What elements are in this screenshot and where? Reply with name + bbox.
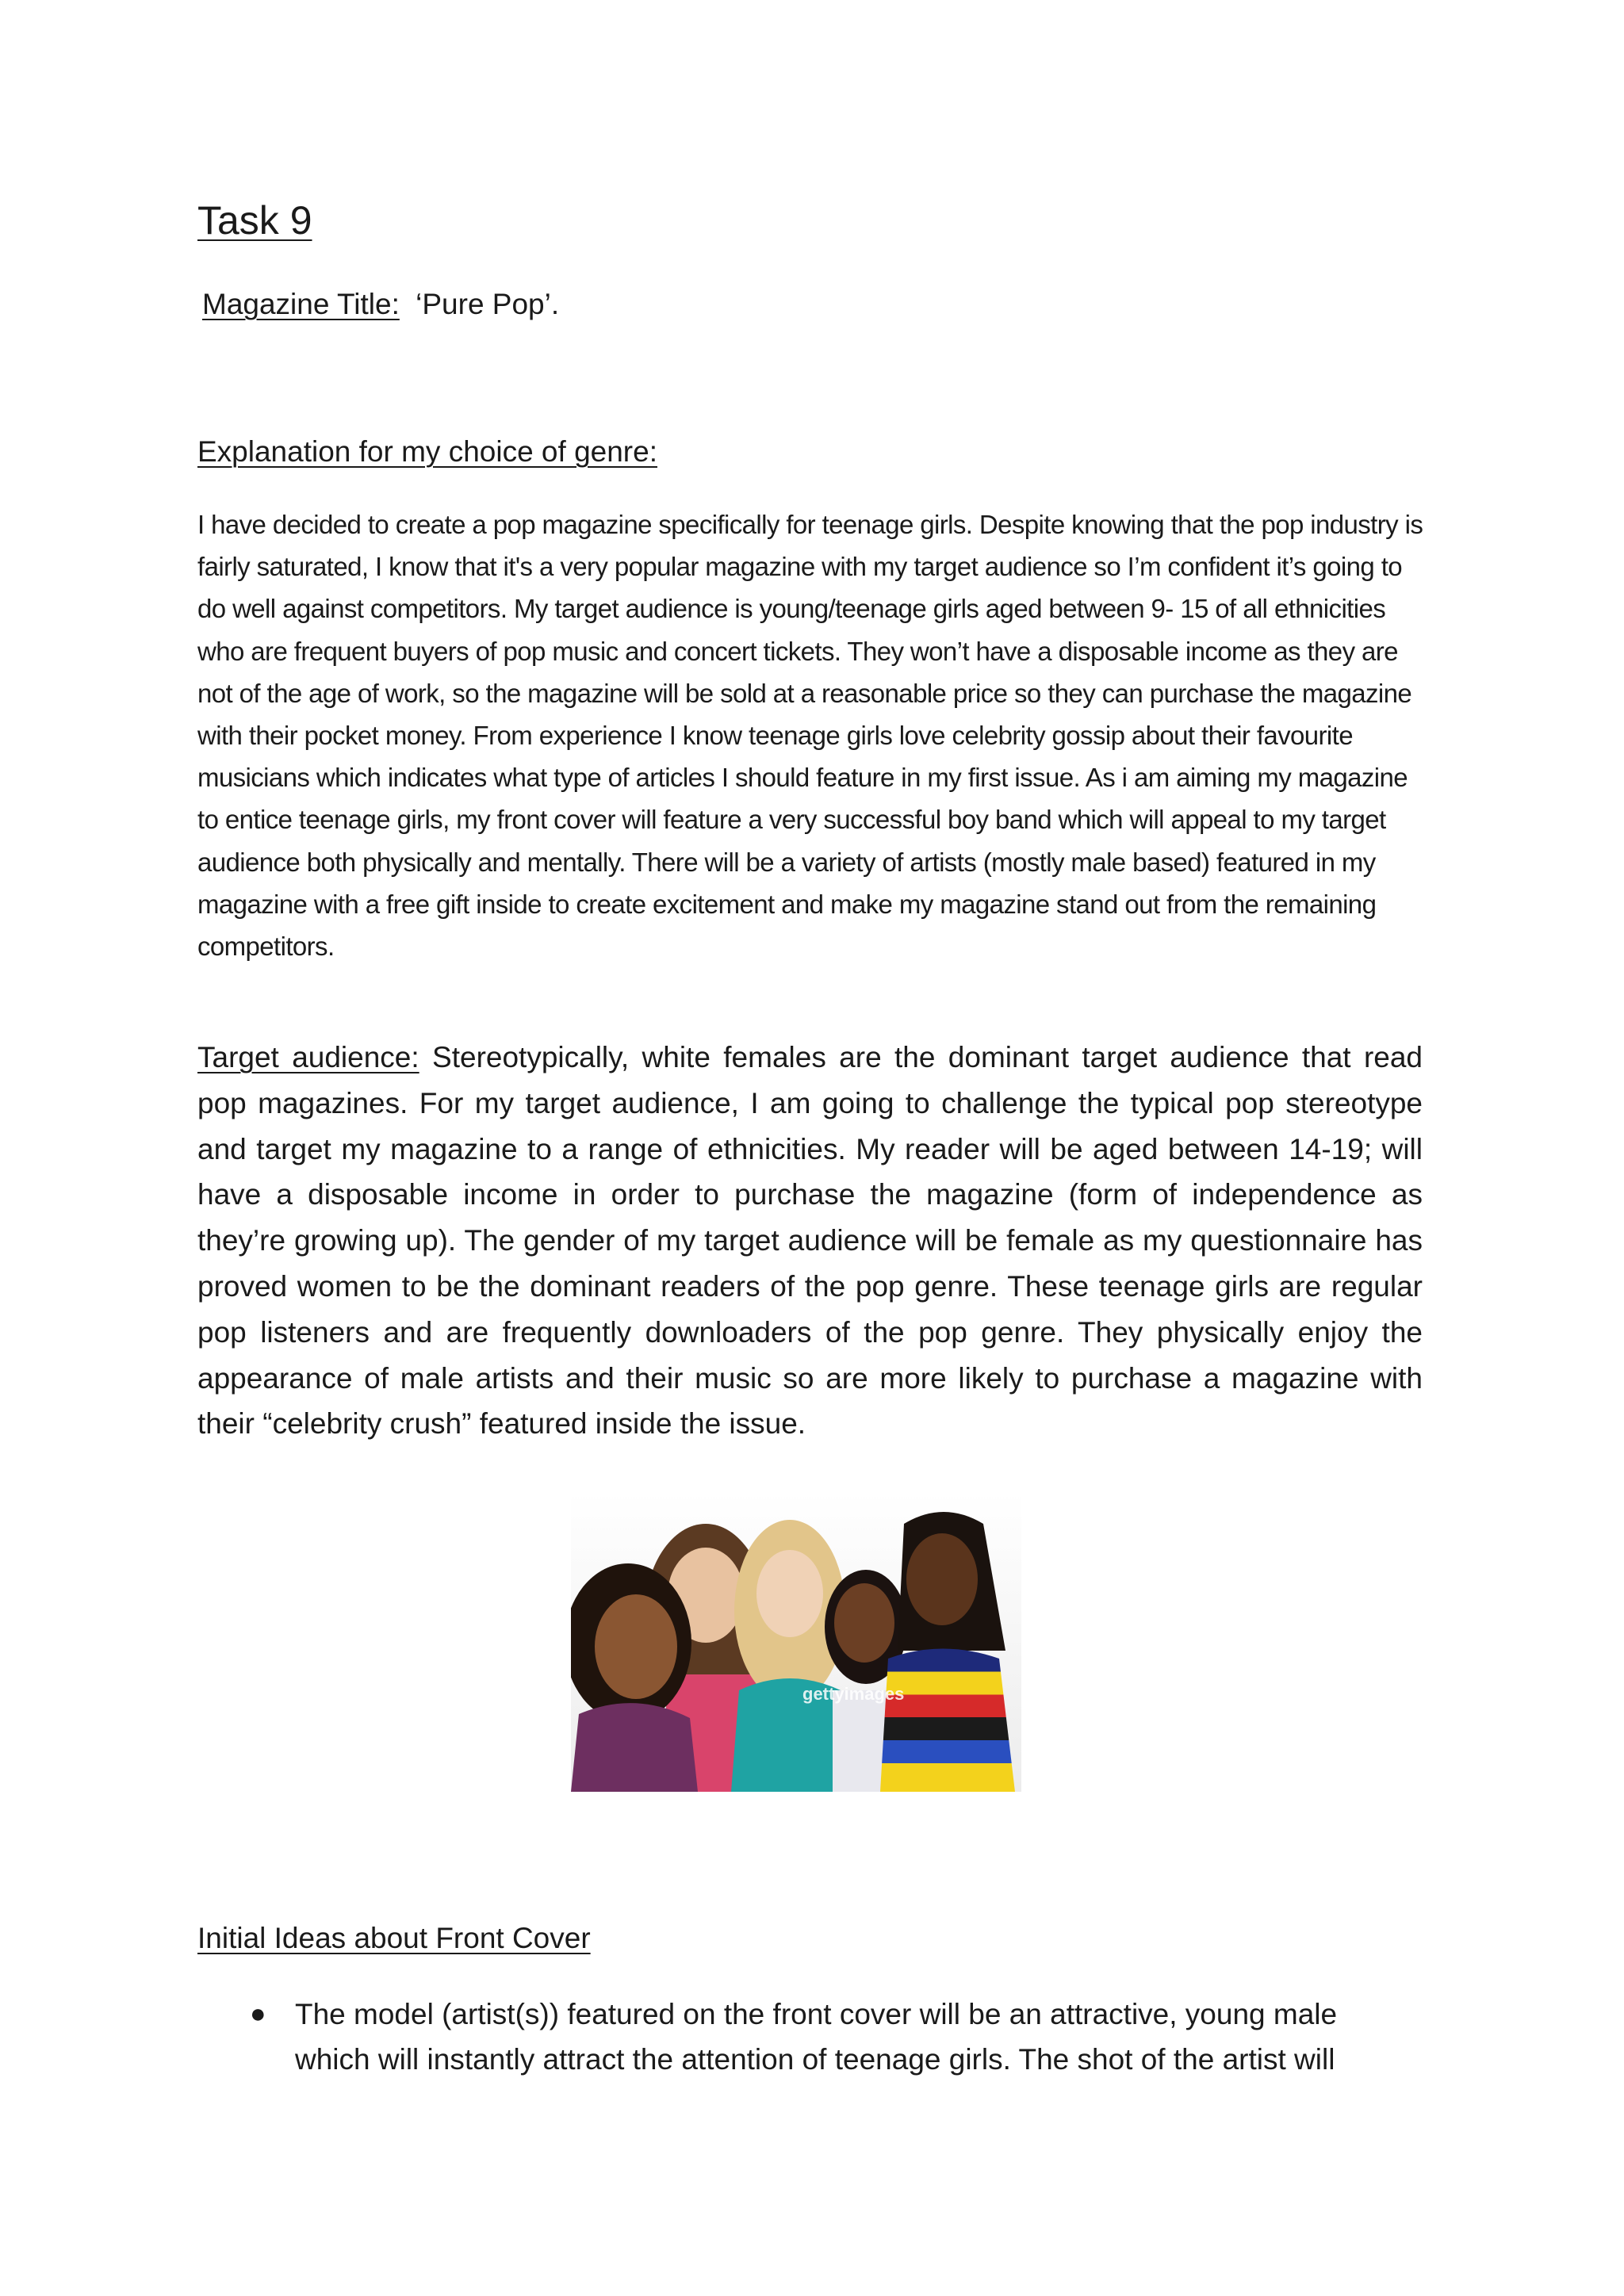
- target-audience-text: Stereotypically, white females are the dominant target audience that read pop magazines. For my target audience, I am going to challenge the typical pop stereotype and target my magazine to a range of ethnicities. My reader will be aged between 14-19; will have a disposable income in order to purchase the magazine (form of independence as they’re growing up). The gender of my target audience will be female as my questionnaire has proved women to be the dominant readers of the pop genre. These teenage girls are regular pop listeners and are frequently downloaders of the pop genre. They physically enjoy the appearance of male artists and their music so are more likely to purchase a magazine with their “celebrity crush” featured inside the issue.: [197, 1041, 1423, 1441]
- target-audience-paragraph: [197, 1035, 1423, 1447]
- target-audience-label: Target audience:: [197, 1041, 419, 1073]
- task-title: Task 9: [197, 198, 312, 243]
- front-cover-bullet-list: [197, 1992, 1434, 2082]
- list-item: [197, 1992, 1413, 2082]
- getty-watermark: gettyimages: [802, 1684, 905, 1704]
- teen-girls-photo: [571, 1492, 1021, 1792]
- magazine-title-label: Magazine Title:: [202, 288, 400, 320]
- front-cover-heading: Initial Ideas about Front Cover: [197, 1922, 591, 1954]
- bullet-text: The model (artist(s)) featured on the front cover will be an attractive, young male which will instantly attract the attention of teenage girls. The shot of the artist will: [295, 1998, 1338, 2076]
- bullet-icon: ●: [250, 1999, 266, 2029]
- magazine-title-row: [197, 287, 559, 322]
- magazine-title-value: ‘Pure Pop’.: [416, 288, 560, 320]
- genre-paragraph: I have decided to create a pop magazine specifically for teenage girls. Despite knowing that the pop industry is fairly saturated, I know that it's a very popular magazine with my target audience so I’m confident it’s going to do well against competitors. My target audience is young/teenage girls aged between 9- 15 of all ethnicities who are frequent buyers of pop music and concert tickets. They won’t have a disposable income as they are not of the age of work, so the magazine will be sold at a reasonable price so they can purchase the magazine with their pocket money. From experience I know teenage girls love celebrity gossip about their favourite musicians which indicates what type of articles I should feature in my first issue. As i am aiming my magazine to entice teenage girls, my front cover will feature a very successful boy band which will appeal to my target audience both physically and mentally. There will be a variety of artists (mostly male based) featured in my magazine with a free gift inside to create excitement and make my magazine stand out from the remaining competitors.: [197, 510, 1423, 962]
- genre-heading: Explanation for my choice of genre:: [197, 435, 657, 468]
